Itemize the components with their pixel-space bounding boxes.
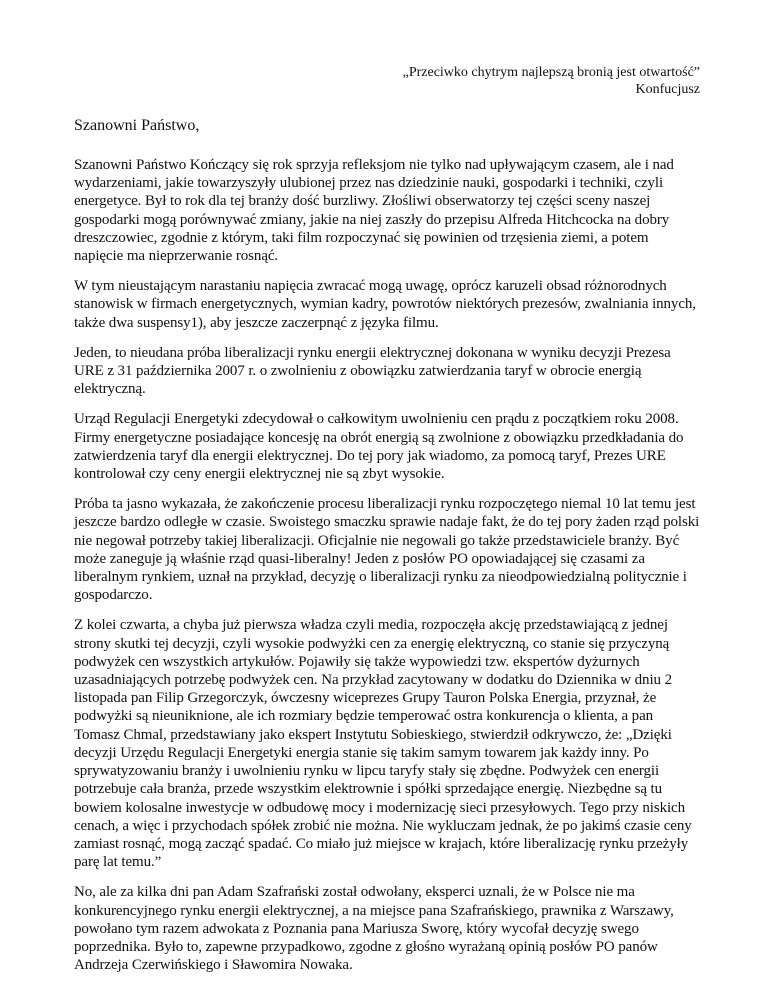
salutation: Szanowni Państwo,	[74, 117, 200, 134]
paragraph: Jeden, to nieudana próba liberalizacji rynku energii elektrycznej dokonana w wyniku decyzji Prezesa URE z 31 października 2007 r. o zwolnieniu z obowiązku zatwierdzania taryf w obrocie energią elektryczną.	[74, 344, 671, 398]
epigraph-quote: „Przeciwko chytrym najlepszą bronią jest otwartość”	[402, 65, 700, 80]
paragraph: Szanowni Państwo Kończący się rok sprzyja refleksjom nie tylko nad upływającym czasem, ale i nad wydarzeniami, jakie towarzyszyły ulubionej przez nas dziedzinie nauki, gospodarki i techniki, czyli energetyce. Był to rok dla tej branży dość burzliwy. Złośliwi obserwatorzy tej części sceny naszej gospodarki mogą porównywać zmiany, jakie na niej zaszły do przepisu Alfreda Hitchcocka na dobry dreszczowiec, zgodnie z którym, taki film rozpoczynać się powinien od trzęsienia ziemi, a potem napięcie ma nieprzerwanie rosnąć.	[74, 157, 674, 265]
paragraph: Próba ta jasno wykazała, że zakończenie procesu liberalizacji rynku rozpoczętego niemal 10 lat temu jest jeszcze bardzo odległe w czasie. Swoistego smaczku sprawie nadaje fakt, że do tej pory żaden rząd polski nie negował potrzeby takiej liberalizacji. Oficjalnie nie negowali go także przedstawiciele branży. Być może zaneguje ją właśnie rząd quasi-liberalny! Jeden z posłów PO opowiadającej się czasami za liberalnym rynkiem, uznał na przykład, decyzję o liberalizacji rynku za nieodpowiedzialną politycznie i gospodarczo.	[74, 496, 700, 604]
letter-body	[74, 156, 700, 986]
epigraph-author: Konfucjusz	[635, 82, 700, 97]
epigraph	[403, 64, 700, 98]
paragraph: Urząd Regulacji Energetyki zdecydował o całkowitym uwolnieniu cen prądu z początkiem roku 2008. Firmy energetyczne posiadające koncesję na obrót energią są zwolnione z obowiązku przedkładania do zatwierdzenia taryf dla energii elektrycznej. Do tej pory jak wiadomo, za pomocą taryf, Prezes URE kontrolował czy ceny energii elektrycznej nie są zbyt wysokie.	[74, 411, 684, 483]
paragraph: W tym nieustającym narastaniu napięcia zwracać mogą uwagę, oprócz karuzeli obsad różnorodnych stanowisk w firmach energetycznych, wymian kadry, powrotów niektórych prezesów, zwalniania innych, także dwa suspensy1), aby jeszcze zaczerpnąć z języka filmu.	[74, 278, 696, 331]
paragraph: Z kolei czwarta, a chyba już pierwsza władza czyli media, rozpoczęła akcję przedstawiającą z jednej strony skutki tej decyzji, czyli wysokie podwyżki cen za energię elektryczną, co stanie się przyczyną podwyżek cen wszystkich artykułów. Pojawiły się także wypowiedzi tzw. ekspertów dyżurnych uzasadniających potrzebę podwyżek cen. Na przykład zacytowany w dodatku do Dziennika w dniu 2 listopada pan Filip Grzegorczyk, ówczesny wiceprezes Grupy Tauron Polska Energia, przyznał, że podwyżki są nieuniknione, ale ich rozmiary będzie temperować ostra konkurencja o klienta, a pan Tomasz Chmal, przedstawiany jako ekspert Instytutu Sobieskiego, stwierdził odkrywczo, że: „Dzięki decyzji Urzędu Regulacji Energetyki energia stanie się takim samym towarem jak każdy inny. Po sprywatyzowaniu branży i uwolnieniu rynku w lipcu taryfy stały się zbędne. Podwyżek cen energii potrzebuje cała branża, przede wszystkim elektrownie i spółki sprzedające energię. Niezbędne są tu bowiem kolosalne inwestycje w odbudowę mocy i modernizację sieci przesyłowych. Tego przy niskich cenach, a więc i przychodach spółek zrobić nie można. Nie wykluczam jednak, że po jakimś czasie ceny zamiast rosnąć, mogą zacząć spadać. Co miało już miejsce w krajach, które liberalizację rynku przeżyły parę lat temu.”	[74, 617, 692, 871]
paragraph: No, ale za kilka dni pan Adam Szafrański został odwołany, eksperci uznali, że w Polsce nie ma konkurencyjnego rynku energii elektrycznej, a na miejsce pana Szafrańskiego, prawnika z Warszawy, powołano tym razem adwokata z Poznania pana Mariusza Sworę, który wycofał decyzję swego poprzednika. Było to, zapewne przypadkowo, zgodne z głośno wyrażaną opinią posłów PO panów Andrzeja Czerwińskiego i Sławomira Nowaka.	[74, 884, 674, 974]
